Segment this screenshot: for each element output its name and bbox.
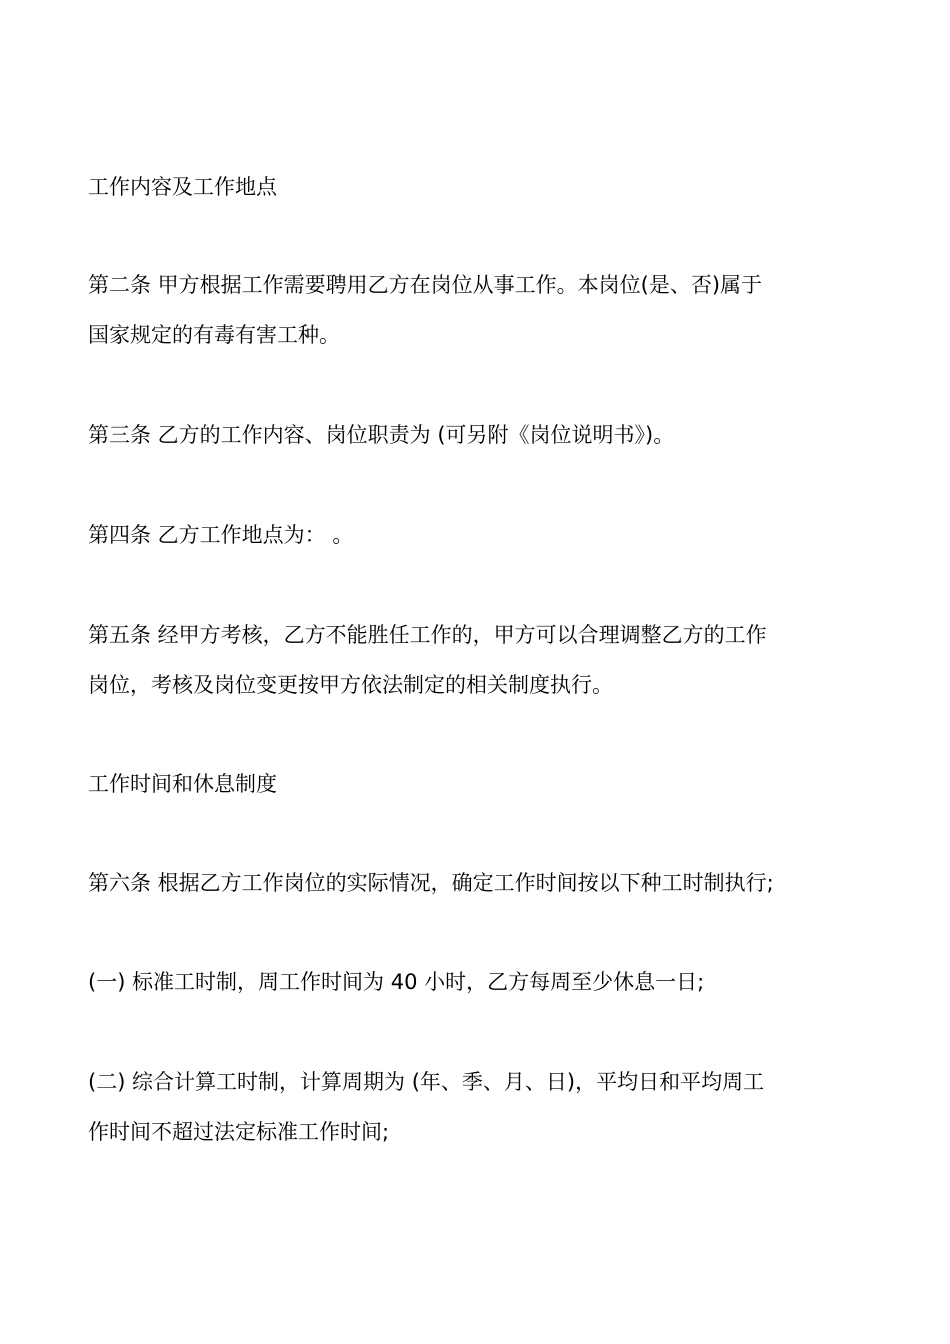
article-2-line-2: 国家规定的有毒有害工种。 bbox=[88, 323, 340, 347]
item-1-standard-hours: (一) 标准工时制，周工作时间为 40 小时，乙方每周至少休息一日; bbox=[88, 970, 705, 994]
article-6: 第六条 根据乙方工作岗位的实际情况，确定工作时间按以下种工时制执行; bbox=[88, 871, 774, 895]
article-4: 第四条 乙方工作地点为： 。 bbox=[88, 523, 354, 547]
article-5-line-2: 岗位，考核及岗位变更按甲方依法制定的相关制度执行。 bbox=[88, 673, 613, 697]
article-5-line-1: 第五条 经甲方考核，乙方不能胜任工作的，甲方可以合理调整乙方的工作 bbox=[88, 623, 767, 647]
article-3: 第三条 乙方的工作内容、岗位职责为 (可另附《岗位说明书》)。 bbox=[88, 423, 675, 447]
section-heading-work-content: 工作内容及工作地点 bbox=[88, 175, 277, 199]
article-2-line-1: 第二条 甲方根据工作需要聘用乙方在岗位从事工作。本岗位(是、否)属于 bbox=[88, 273, 763, 297]
item-2-line-2: 作时间不超过法定标准工作时间; bbox=[88, 1120, 390, 1144]
section-heading-work-hours: 工作时间和休息制度 bbox=[88, 772, 277, 796]
item-2-line-1: (二) 综合计算工时制，计算周期为 (年、季、月、日)，平均日和平均周工 bbox=[88, 1070, 765, 1094]
